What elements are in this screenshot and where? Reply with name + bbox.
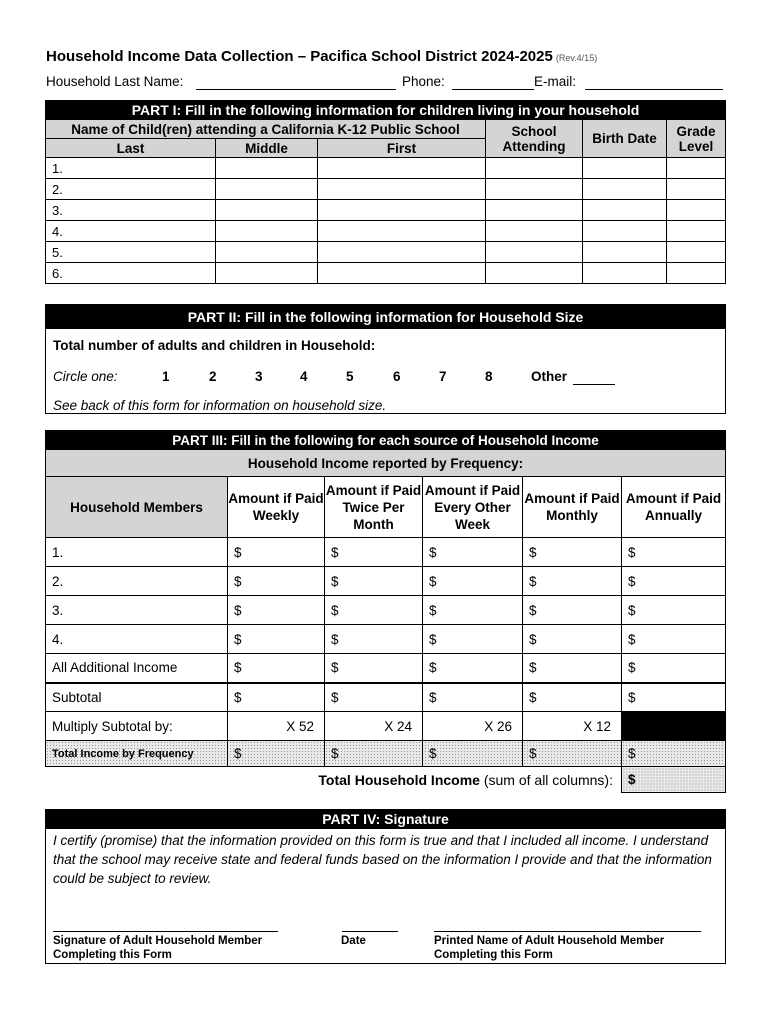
member-3-monthly[interactable]: $ [523, 596, 622, 625]
child-middle-3[interactable] [216, 200, 318, 221]
child-last-2[interactable]: 2. [46, 179, 216, 200]
child-birth-6[interactable] [583, 263, 667, 284]
member-4-biweekly[interactable]: $ [423, 625, 523, 654]
printed-label-line-1: Printed Name of Adult Household Member [434, 935, 665, 947]
last-name-label: Household Last Name: [46, 74, 184, 89]
child-school-5[interactable] [486, 242, 583, 263]
email-field[interactable] [585, 89, 723, 90]
date-label: Date [341, 935, 366, 947]
member-1-biweekly[interactable]: $ [423, 538, 523, 567]
member-2-label: 2. [46, 567, 228, 596]
child-birth-5[interactable] [583, 242, 667, 263]
child-first-5[interactable] [318, 242, 486, 263]
member-2-monthly[interactable]: $ [523, 567, 622, 596]
child-first-3[interactable] [318, 200, 486, 221]
table-row [46, 263, 726, 284]
multiplier-twice-monthly: X 24 [325, 712, 423, 741]
child-birth-1[interactable] [583, 158, 667, 179]
child-last-4[interactable]: 4. [46, 221, 216, 242]
member-2-weekly[interactable]: $ [228, 567, 325, 596]
member-3-weekly[interactable]: $ [228, 596, 325, 625]
subtotal-label: Subtotal [46, 683, 228, 712]
part4-title: PART IV: Signature [46, 810, 725, 829]
table-row [46, 625, 726, 654]
total-label-text: Total Household Income [318, 771, 480, 788]
size-option-3[interactable]: 3 [255, 369, 263, 384]
phone-field[interactable] [452, 89, 534, 90]
children-table [45, 100, 726, 284]
additional-biweekly[interactable]: $ [423, 654, 523, 683]
member-2-annually[interactable]: $ [622, 567, 726, 596]
multiply-label: Multiply Subtotal by: [46, 712, 228, 741]
child-last-5[interactable]: 5. [46, 242, 216, 263]
biweekly-header: Amount if Paid Every Other Week [423, 477, 523, 538]
additional-weekly[interactable]: $ [228, 654, 325, 683]
member-4-twice-monthly[interactable]: $ [325, 625, 423, 654]
subtotal-monthly[interactable]: $ [523, 683, 622, 712]
total-household-income-field[interactable]: $ [622, 767, 726, 793]
form-title [46, 48, 597, 65]
child-first-2[interactable] [318, 179, 486, 200]
member-3-twice-monthly[interactable]: $ [325, 596, 423, 625]
last-header: Last [46, 139, 216, 158]
member-4-annually[interactable]: $ [622, 625, 726, 654]
table-row [46, 242, 726, 263]
revision-note: (Rev.4/15) [555, 53, 598, 63]
size-option-2[interactable]: 2 [209, 369, 217, 384]
child-grade-1[interactable] [667, 158, 726, 179]
member-4-label: 4. [46, 625, 228, 654]
school-header: School Attending [486, 120, 583, 158]
multiplier-biweekly: X 26 [423, 712, 523, 741]
additional-income-label: All Additional Income [46, 654, 228, 683]
total-twice-monthly[interactable]: $ [325, 741, 423, 767]
household-size-question: Total number of adults and children in Household: [53, 338, 376, 353]
child-birth-2[interactable] [583, 179, 667, 200]
first-header: First [318, 139, 486, 158]
signature-label [53, 934, 262, 962]
table-row [46, 179, 726, 200]
member-1-twice-monthly[interactable]: $ [325, 538, 423, 567]
table-row [46, 654, 726, 683]
table-row [46, 741, 726, 767]
child-last-3[interactable]: 3. [46, 200, 216, 221]
child-last-1[interactable]: 1. [46, 158, 216, 179]
child-middle-2[interactable] [216, 179, 318, 200]
table-row [46, 683, 726, 712]
other-label: Other [531, 369, 568, 384]
part2-title: PART II: Fill in the following information for Household Size [46, 305, 725, 329]
household-size-section [45, 304, 726, 414]
table-row [46, 158, 726, 179]
child-school-1[interactable] [486, 158, 583, 179]
additional-annually[interactable]: $ [622, 654, 726, 683]
certification-text: I certify (promise) that the information provided on this form is true and that I included all income. I understand that the school may receive state and federal funds based on the information I provide and that the information could be subject to review. [53, 833, 712, 886]
total-frequency-label: Total Income by Frequency [46, 741, 228, 767]
total-biweekly[interactable]: $ [423, 741, 523, 767]
size-option-4[interactable]: 4 [300, 369, 308, 384]
child-last-6[interactable]: 6. [46, 263, 216, 284]
size-option-5[interactable]: 5 [346, 369, 354, 384]
member-1-weekly[interactable]: $ [228, 538, 325, 567]
subtotal-twice-monthly[interactable]: $ [325, 683, 423, 712]
birth-date-header: Birth Date [583, 120, 667, 158]
member-2-biweekly[interactable]: $ [423, 567, 523, 596]
monthly-header: Amount if Paid Monthly [523, 477, 622, 538]
household-size-note: See back of this form for information on household size. [53, 398, 387, 413]
child-school-4[interactable] [486, 221, 583, 242]
table-row [46, 712, 726, 741]
child-grade-3[interactable] [667, 200, 726, 221]
child-first-4[interactable] [318, 221, 486, 242]
table-row [46, 767, 726, 793]
twice-monthly-header: Amount if Paid Twice Per Month [325, 477, 423, 538]
frequency-subtitle: Household Income reported by Frequency: [46, 450, 726, 477]
signature-line[interactable] [53, 931, 278, 932]
child-grade-6[interactable] [667, 263, 726, 284]
member-1-annually[interactable]: $ [622, 538, 726, 567]
middle-header: Middle [216, 139, 318, 158]
size-option-6[interactable]: 6 [393, 369, 401, 384]
blacked-out-cell [622, 712, 726, 741]
table-row [46, 200, 726, 221]
child-birth-3[interactable] [583, 200, 667, 221]
printed-label-line-2: Completing this Form [434, 949, 553, 961]
part1-title: PART I: Fill in the following information for children living in your household [46, 101, 726, 120]
table-row [46, 221, 726, 242]
child-school-2[interactable] [486, 179, 583, 200]
total-note-text: (sum of all columns): [483, 771, 613, 788]
size-option-8[interactable]: 8 [485, 369, 493, 384]
grade-header: Grade Level [667, 120, 726, 158]
date-line[interactable] [342, 931, 398, 932]
total-annually[interactable]: $ [622, 741, 726, 767]
signature-label-line-1: Signature of Adult Household Member [53, 935, 263, 947]
subtotal-weekly[interactable]: $ [228, 683, 325, 712]
name-group-header: Name of Child(ren) attending a California K-12 Public School [46, 120, 486, 139]
multiplier-weekly: X 52 [228, 712, 325, 741]
member-3-biweekly[interactable]: $ [423, 596, 523, 625]
member-3-label: 3. [46, 596, 228, 625]
child-middle-6[interactable] [216, 263, 318, 284]
additional-twice-monthly[interactable]: $ [325, 654, 423, 683]
child-school-3[interactable] [486, 200, 583, 221]
phone-label: Phone: [402, 74, 445, 89]
additional-monthly[interactable]: $ [523, 654, 622, 683]
table-row [46, 538, 726, 567]
member-3-annually[interactable]: $ [622, 596, 726, 625]
member-1-monthly[interactable]: $ [523, 538, 622, 567]
child-first-6[interactable] [318, 263, 486, 284]
member-1-label: 1. [46, 538, 228, 567]
part3-title: PART III: Fill in the following for each source of Household Income [46, 431, 726, 450]
title-text: Household Income Data Collection – Pacifica School District 2024-2025 [46, 48, 553, 65]
annually-header: Amount if Paid Annually [622, 477, 726, 538]
signature-label-line-2: Completing this Form [53, 949, 172, 961]
subtotal-annually[interactable]: $ [622, 683, 726, 712]
household-members-header: Household Members [46, 477, 228, 538]
total-household-income-label [46, 767, 622, 793]
child-grade-2[interactable] [667, 179, 726, 200]
total-monthly[interactable]: $ [523, 741, 622, 767]
total-weekly[interactable]: $ [228, 741, 325, 767]
subtotal-biweekly[interactable]: $ [423, 683, 523, 712]
printed-name-line[interactable] [434, 931, 701, 932]
weekly-header: Amount if Paid Weekly [228, 477, 325, 538]
income-table [45, 430, 726, 793]
last-name-field[interactable] [196, 89, 396, 90]
child-first-1[interactable] [318, 158, 486, 179]
child-grade-5[interactable] [667, 242, 726, 263]
child-middle-4[interactable] [216, 221, 318, 242]
size-option-7[interactable]: 7 [439, 369, 447, 384]
child-grade-4[interactable] [667, 221, 726, 242]
circle-one-label: Circle one: [53, 369, 118, 384]
other-size-field[interactable] [573, 384, 615, 385]
member-2-twice-monthly[interactable]: $ [325, 567, 423, 596]
child-middle-1[interactable] [216, 158, 318, 179]
printed-name-label [434, 934, 664, 962]
member-4-monthly[interactable]: $ [523, 625, 622, 654]
multiplier-monthly: X 12 [523, 712, 622, 741]
email-label: E-mail: [534, 74, 577, 89]
table-row [46, 596, 726, 625]
member-4-weekly[interactable]: $ [228, 625, 325, 654]
child-school-6[interactable] [486, 263, 583, 284]
child-birth-4[interactable] [583, 221, 667, 242]
signature-section [45, 809, 726, 964]
child-middle-5[interactable] [216, 242, 318, 263]
size-option-1[interactable]: 1 [162, 369, 170, 384]
table-row [46, 567, 726, 596]
